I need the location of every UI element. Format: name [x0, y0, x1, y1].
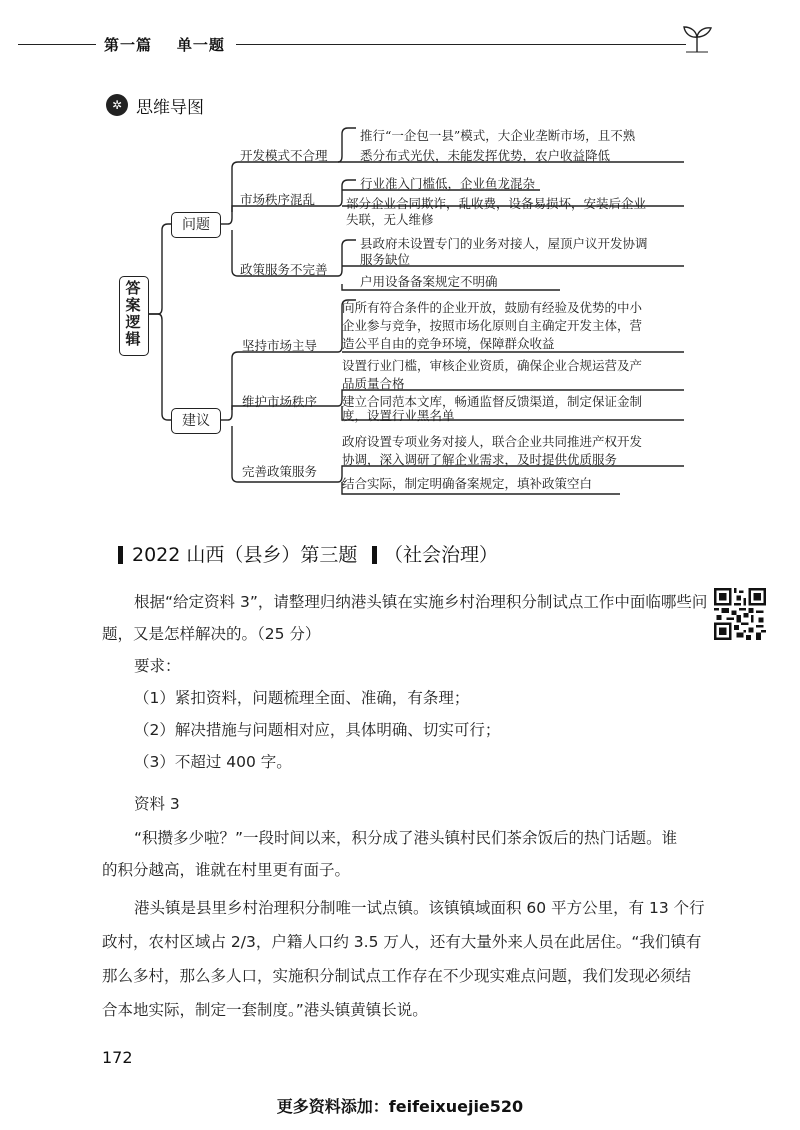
page-number: 172	[102, 1048, 133, 1067]
mindmap-item: 结合实际，制定明确备案规定，填补政策空白	[342, 476, 593, 491]
footer-note: 更多资料添加：feifeixuejie520	[276, 1097, 524, 1116]
mindmap-item: 建立合同范本文库，畅通监督反馈渠道，制定保证金制	[342, 394, 643, 409]
material-label: 资料 3	[134, 795, 180, 813]
material-line: 港头镇是县里乡村治理积分制唯一试点镇。该镇镇域面积 60 平方公里，有 13 个行	[134, 899, 705, 917]
title-bar-left	[118, 546, 123, 564]
mindmap-group-title: 完善政策服务	[242, 464, 318, 479]
mindmap-item: 协调，深入调研了解企业需求，及时提供优质服务	[342, 452, 618, 467]
article-tag: （社会治理）	[384, 544, 499, 566]
mindmap-item: 部分企业合同欺诈，乱收费，设备易损坏，安装后企业	[346, 196, 647, 211]
material-line: 合本地实际，制定一套制度。”港头镇黄镇长说。	[102, 1001, 428, 1019]
mindmap-item: 造公平自由的竞争环境，保障群众收益	[342, 336, 555, 351]
mindmap-item: 户用设备备案规定不明确	[360, 274, 498, 289]
mindmap-node-suggestions: 建议	[171, 408, 221, 434]
mindmap-group-title: 维护市场秩序	[242, 394, 318, 409]
qr-code[interactable]	[714, 588, 766, 640]
material-line: 那么多村，那么多人口，实施积分制试点工作存在不少现实难点问题，我们发现必须结	[102, 967, 692, 985]
mindmap-item: 服务缺位	[360, 252, 411, 267]
mindmap-group-title: 市场秩序混乱	[240, 192, 316, 207]
title-bar-right	[372, 546, 377, 564]
material-line: “积攒多少啦？”一段时间以来，积分成了港头镇村民们茶余饭后的热门话题。谁	[134, 829, 678, 847]
mindmap-item: 企业参与竞争，按照市场化原则自主确定开发主体，营	[342, 318, 643, 333]
header-title: 第一篇 单一题	[104, 36, 225, 54]
requirement-item: （2）解决措施与问题相对应，具体明确、切实可行；	[134, 721, 501, 739]
question-line: 根据“给定资料 3”，请整理归纳港头镇在实施乡村治理积分制试点工作中面临哪些问	[134, 593, 708, 611]
requirements-label: 要求：	[134, 657, 181, 675]
mindmap-root-label: 答案逻辑	[125, 279, 141, 348]
mindmap-group-title: 政策服务不完善	[240, 262, 328, 277]
mindmap-item: 度，设置行业黑名单	[342, 408, 455, 423]
mindmap-item: 行业准入门槛低，企业鱼龙混杂	[360, 176, 536, 191]
mindmap-item: 政府设置专项业务对接人，联合企业共同推进产权开发	[342, 434, 643, 449]
mindmap-group-title: 开发模式不合理	[240, 148, 328, 163]
material-line: 政村，农村区域占 2/3，户籍人口约 3.5 万人，还有大量外来人员在此居住。“我们镇有	[102, 933, 702, 951]
mindmap-item: 失联，无人维修	[346, 212, 434, 227]
mindmap-group-title: 坚持市场主导	[242, 338, 318, 353]
question-line: 题，又是怎样解决的。（25 分）	[102, 625, 321, 643]
mindmap-item: 品质量合格	[342, 376, 405, 391]
mindmap-item: 设置行业门槛，审核企业资质，确保企业合规运营及产	[342, 358, 643, 373]
article-title: 2022 山西（县乡）第三题	[132, 544, 358, 566]
section-title: 思维导图	[136, 98, 204, 118]
mindmap-item: 向所有符合条件的企业开放，鼓励有经验及优势的中小	[342, 300, 643, 315]
requirement-item: （1）紧扣资料，问题梳理全面、准确，有条理；	[134, 689, 470, 707]
mindmap-item: 县政府未设置专门的业务对接人，屋顶户议开发协调	[360, 236, 648, 251]
requirement-item: （3）不超过 400 字。	[134, 753, 292, 771]
mindmap-item: 推行“一企包一县”模式，大企业垄断市场，且不熟	[360, 128, 636, 143]
mindmap-icon: ✲	[106, 94, 128, 116]
mindmap-item: 悉分布式光伏，未能发挥优势，农户收益降低	[360, 148, 611, 163]
mindmap-node-problems: 问题	[171, 212, 221, 238]
material-line: 的积分越高，谁就在村里更有面子。	[102, 861, 351, 879]
